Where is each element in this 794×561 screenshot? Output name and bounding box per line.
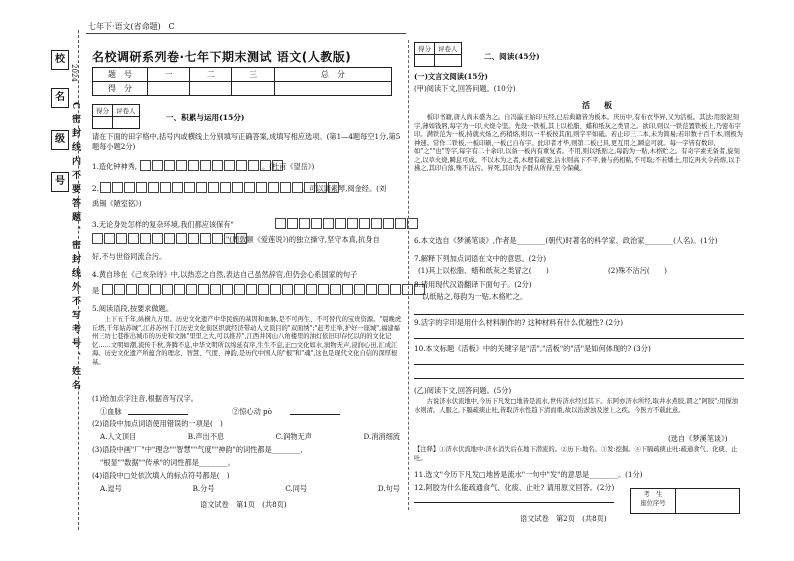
- part2-sub1: (一)文言文阅读(15分): [414, 72, 488, 81]
- q5-intro: 5.阅读语段,按要求做题。: [92, 304, 174, 313]
- footer-page1: 语文试卷 第1页 (共8页): [200, 500, 287, 509]
- q5-sub1-a-blank[interactable]: [128, 414, 188, 415]
- score-row-label: 得 分: [93, 82, 148, 96]
- q10-answer-line-2[interactable]: [414, 378, 744, 379]
- footer-page2: 语文试卷 第2页 (共8页): [520, 514, 607, 523]
- q5-passage: 上下五千年,纵横九万里。历史文化遗产中华民族的基因和血脉,是不可再生、不可替代的宝贵资源。"晨晚虎丘塔,千年姑苏城",江苏苏州千江历史文化街区织就经济带动人文顶目的"双面绣";"赶考庄举,护好一座城",福建福州三坊七巷推出城市的历史和文脉"里里之大,可以推荐",江西井冈山八角楼里的油灯依旧印存忆以的的文化记忆……文明如潮,流传千秋,奔腾不息,中华文明所以绵延有序,生生不息,正□文化如水,润物无声,浸润心田,汇成江海。历史文化遗产所蕴含的理念、智慧、气度、神韵,是历代中国人的"根"和"魂",这也是现代文化自信的深厚根基。: [92, 316, 402, 366]
- q2-author: 禹锡《陋室铭》): [92, 199, 142, 208]
- option-a[interactable]: A.人文顶目: [100, 432, 137, 441]
- q2-prefix: 2.: [92, 184, 99, 193]
- grader-score-label: 得分: [415, 43, 435, 55]
- q5-sub2: (2)语段中加点词语使用错误的一项是( ): [92, 419, 223, 428]
- grader-name-label: 评卷人: [435, 43, 462, 55]
- sub2-source: (选自《梦溪笔谈》): [668, 434, 728, 443]
- grader-score-cell[interactable]: [415, 55, 435, 67]
- side-label-number: 号: [51, 172, 69, 192]
- option-b[interactable]: B.分号: [192, 484, 215, 493]
- q5-sub1: (1)给加点字注音,根据音写汉字。: [92, 394, 198, 403]
- q7-b: (2)殊不沾污( ): [608, 266, 667, 275]
- q5-sub1-a: ①血脉: [100, 407, 122, 416]
- q10: 10.本文标题《活板》中的关键字是"活","活板"的"活"是如何体现的? (3分): [414, 344, 651, 353]
- q8-answer-line[interactable]: [414, 314, 744, 315]
- grader-score-label: 得分: [93, 105, 113, 117]
- part1-heading: 一、积累与运用(15分): [166, 113, 245, 122]
- q3-line1: 3.无论身处怎样的复杂环境,我们都应该保有": [92, 220, 234, 229]
- part1-intro: 请在下面的田字格中,括号内或横线上分别填写正确答案,成填写相应选项。(第1—4题每空1分,第5题每小题2分): [92, 132, 401, 152]
- grader-table-2: [414, 42, 462, 67]
- sub2-passage: 古说济水伏流地中,今历下凡发□地皆是流水,世传济水经过其下。东阿亦济水所经,取井水煮胶,谓之"阿胶";用搅浊水则清。人服之,下膈疏痰止吐,皆取济水性趋下清而重,故以治淤浊及逆上之疾。今医方不载此意。: [414, 398, 739, 414]
- q5-sub4-options: [100, 484, 400, 493]
- passage-title: 活 板: [582, 100, 615, 110]
- q2-suffix: 。可以调素琴,阅金经。(刘: [302, 184, 387, 193]
- part2-sub2: (乙)阅读下文,回答问题。(5分): [414, 386, 512, 395]
- side-label-class: 级: [51, 130, 69, 150]
- q5-sub1-b-blank[interactable]: [290, 414, 340, 415]
- q12-answer-line[interactable]: [414, 502, 614, 503]
- sub2-note: 【注释】①济水伏流地中:济水消失后在地下潜流的。②历下:地名。③发:挖掘。④下膈疏痰止吐:疏通食气、化痰、止吐。: [414, 446, 738, 462]
- score-cell[interactable]: [274, 82, 391, 96]
- q7: 7.解释下列加点词语在文中的意思。(2分): [414, 254, 547, 263]
- part2-heading: 二、阅读(45分): [484, 52, 540, 61]
- q4-line2: 是: [92, 286, 100, 295]
- binding-notice: C密封线内不要答题、密封线外不写考号、姓名: [70, 102, 80, 395]
- score-header: 二: [190, 68, 232, 82]
- q4-grid[interactable]: [102, 284, 426, 295]
- grader-name-cell[interactable]: [435, 55, 462, 67]
- grader-table-1: [92, 104, 140, 129]
- score-header: 一: [148, 68, 190, 82]
- page-divider: [408, 40, 409, 510]
- q3-grid-1[interactable]: [275, 218, 419, 229]
- score-cell[interactable]: [190, 82, 232, 96]
- q3-line2: "(周敦颐《爱莲说》)的独立操守,坚守本真,抗身自: [226, 235, 380, 244]
- grade-label: 七年下·语文(省命题) C: [88, 22, 175, 31]
- grader-score-cell[interactable]: [93, 117, 113, 129]
- q5-sub2-options: [100, 432, 400, 441]
- page-title: 名校调研系列卷·七年下期末测试 语文(人教版): [92, 50, 352, 64]
- q4-line1: 4.黄自珍在《己亥杂诗》中,以热恋之自然,表达自己虽然辞官,但仍会心系国家的句子: [92, 270, 358, 279]
- q9-answer-line[interactable]: [414, 338, 744, 339]
- option-d[interactable]: D.消消细流: [363, 432, 400, 441]
- option-c[interactable]: C.润物无声: [275, 432, 312, 441]
- score-cell[interactable]: [232, 82, 274, 96]
- score-table: [92, 67, 392, 96]
- header-rule: [86, 33, 406, 34]
- side-year: 2024: [70, 64, 78, 82]
- score-cell[interactable]: [148, 82, 190, 96]
- q12: 12.阿胶为什么能疏通食气、化痰、止吐? 请用原文回答。(2分): [414, 483, 615, 492]
- option-b[interactable]: B.声出不息: [187, 432, 225, 441]
- seat-number-box: [630, 488, 740, 514]
- q1-prefix: 1.造化钟神秀,: [92, 162, 138, 171]
- q10-answer-line-1[interactable]: [414, 364, 744, 365]
- q9: 9.活字的字印是用什么材料制作的? 这种材料有什么优越性? (2分): [414, 318, 624, 327]
- side-label-name: 名: [51, 88, 69, 108]
- score-header: 题 号: [93, 68, 148, 82]
- grader-name-label: 评卷人: [113, 105, 140, 117]
- seat-number-label: 考 生 座位序号: [631, 489, 676, 513]
- passage-text: 板印书籍,唐人尚未盛为之。自冯瀛王始印五经,已后典籍皆为板本。庆历中,有布衣毕昇,又为活板。其法:用胶泥刻字,薄如钱唇,每字为一印,火烧令坚。先设一铁板,其上以松脂、蜡和纸灰之类冒之。欲印,则以一铁范置铁板上,乃密布字印。满铁范为一板,持就火炀之,药稍熔,则以一平板按其面,则字平如砥。若止印三二本,未为简易;若印数十百千本,则极为神速。常作二铁板,一板印刷,一板已自布字。此印者才毕,则第二板已具,更互用之,瞬息可就。每一字皆有数印,如"之""也"等字,每字有二十余印,以备一板内有重复者。不用,则以纸贴之,每韵为一贴,木格贮之。有奇字素无备者,旋刻之,以草火烧,瞬息可成。不以木为之者,木理有疏密,沾水则高下不平,兼与药相粘,不可取;不若燔土,用讫再火令药熔,以手拂之,其印自落,殊不沾污。昇死,其印为予群从所得,至今保藏。: [414, 114, 743, 172]
- q11: 11.选文"今历下凡发□地皆是流水"一句中"发"的意思是________。(1分): [414, 470, 643, 479]
- q5-sub3: (3)语段中画"厂"中"理念""智慧""气度""神韵"的词性都是________,: [92, 445, 303, 454]
- option-a[interactable]: A.逗号: [100, 484, 122, 493]
- binding-strip: [50, 42, 80, 512]
- seat-number-field[interactable]: [676, 489, 739, 513]
- q5-sub1-b: ②惊心动 pò: [232, 407, 272, 416]
- q5-sub4: (4)语段中□处依次填入的标点符号都是( ): [92, 471, 230, 480]
- q6: 6.本文选自《梦溪笔谈》,作者是________(朝代)时著名的科学家、政治家________(人名)。(1分): [414, 236, 718, 245]
- q8: 8.请用现代汉语翻译下面句子。(2分): [414, 280, 532, 289]
- q3-line3: 好,不与世俗同流合污。: [92, 252, 167, 261]
- score-header: 总 分: [274, 68, 391, 82]
- option-c[interactable]: C.同号: [285, 484, 308, 493]
- binding-line: [78, 30, 79, 530]
- q7-a: (1)其上以松脂、蜡和纸灰之类冒之( ): [418, 266, 549, 275]
- grader-name-cell[interactable]: [113, 117, 140, 129]
- side-label-school: 校: [51, 50, 69, 70]
- q8-a: 以纸贴之,每韵为一贴,木格贮之。: [422, 292, 528, 301]
- q1-suffix: 。(杜甫《望岳》): [262, 162, 315, 171]
- score-header: 三: [232, 68, 274, 82]
- option-d[interactable]: D.句号: [377, 484, 400, 493]
- q5-sub3-b: "根显""数据""传承"的词性都是________。: [100, 458, 235, 467]
- part2-sub1a: (甲)阅读下文,回答问题。(10分): [414, 84, 516, 93]
- q3-grid-2[interactable]: [92, 233, 248, 244]
